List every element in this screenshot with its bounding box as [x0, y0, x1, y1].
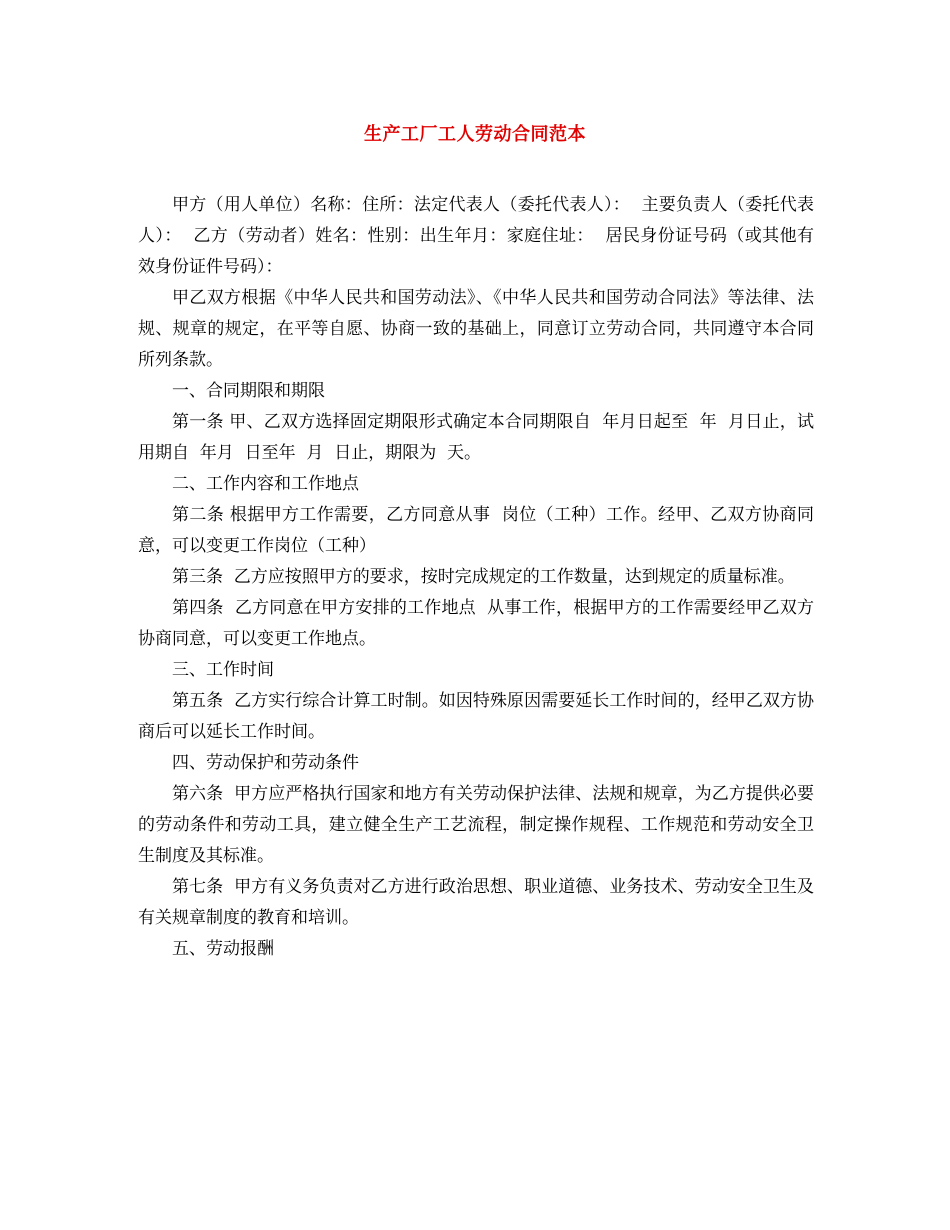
section-heading-labor-protection: 四、劳动保护和劳动条件 — [172, 753, 359, 773]
section-heading-term: 一、合同期限和期限 — [172, 381, 325, 401]
section-heading-work-content: 二、工作内容和工作地点 — [172, 474, 359, 494]
document-title: 生产工厂工人劳动合同范本 — [364, 124, 586, 145]
section-heading-remuneration: 五、劳动报酬 — [172, 939, 274, 959]
article-3: 第三条 乙方应按照甲方的要求，按时完成规定的工作数量，达到规定的质量标准。 — [172, 567, 795, 587]
article-2: 第二条 根据甲方工作需要，乙方同意从事 岗位（工种）工作。经甲、乙双方协商同意，可以变更工作岗位（工种） — [138, 505, 814, 556]
article-4: 第四条 乙方同意在甲方安排的工作地点 从事工作，根据甲方的工作需要经甲乙双方协商同意，可以变更工作地点。 — [138, 598, 814, 649]
paragraph-preamble: 甲乙双方根据《中华人民共和国劳动法》、《中华人民共和国劳动合同法》等法律、法规、规章的规定，在平等自愿、协商一致的基础上，同意订立劳动合同，共同遵守本合同所列条款。 — [138, 288, 814, 370]
article-6: 第六条 甲方应严格执行国家和地方有关劳动保护法律、法规和规章，为乙方提供必要的劳动条件和劳动工具，建立健全生产工艺流程，制定操作规程、工作规范和劳动安全卫生制度及其标准。 — [138, 784, 814, 866]
article-5: 第五条 乙方实行综合计算工时制。如因特殊原因需要延长工作时间的，经甲乙双方协商后可以延长工作时间。 — [138, 691, 814, 742]
article-7: 第七条 甲方有义务负责对乙方进行政治思想、职业道德、业务技术、劳动安全卫生及有关规章制度的教育和培训。 — [138, 877, 814, 928]
document-body — [138, 190, 814, 965]
paragraph-parties: 甲方（用人单位）名称：住所：法定代表人（委托代表人）： 主要负责人（委托代表人）： 乙方（劳动者）姓名：性别：出生年月：家庭住址： 居民身份证号码（或其他有效身份证件号码）： — [138, 195, 814, 277]
section-heading-work-time: 三、工作时间 — [172, 660, 274, 680]
article-1: 第一条 甲、乙双方选择固定期限形式确定本合同期限自 年月日起至 年 月日止，试用期自 年月 日至年 月 日止，期限为 天。 — [138, 412, 814, 463]
